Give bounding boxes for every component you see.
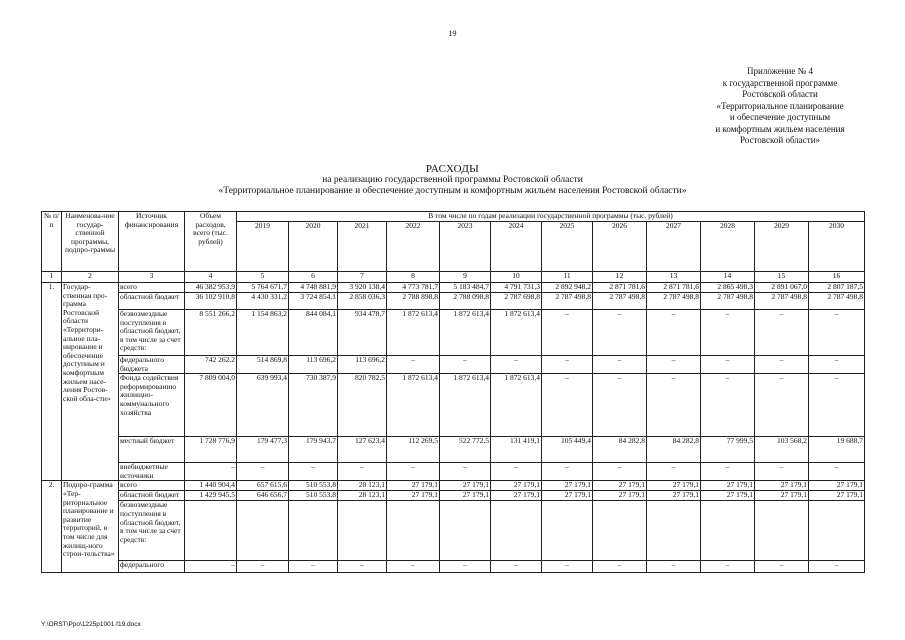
year-value: – [809,561,865,573]
total-volume: 36 102 910,8 [185,293,237,310]
year-value: 27 179,1 [809,481,865,491]
funding-source: федерального бюджета [119,356,185,374]
total-volume: – [185,463,237,481]
column-number: 11 [542,272,593,283]
year-value: – [593,561,647,573]
year-value: 27 179,1 [809,491,865,501]
year-value: 27 179,1 [701,491,755,501]
year-value: 2 787 498,8 [755,293,809,310]
year-value: 2 788 098,8 [440,293,491,310]
year-value: 112 269,5 [387,437,440,463]
year-value: – [387,561,440,573]
column-number: 3 [119,272,185,283]
year-header: 2029 [755,222,809,272]
header-volume: Объем расходов, всего (тыс. рублей) [185,212,237,272]
year-value [647,501,701,561]
year-value: – [338,463,387,481]
year-value: 179 477,3 [237,437,289,463]
year-value: – [289,561,338,573]
year-value: – [755,356,809,374]
year-value: 19 688,7 [809,437,865,463]
year-value: 5 764 671,7 [237,283,289,293]
column-number: 13 [647,272,701,283]
funding-source: областной бюджет [119,491,185,501]
year-value: – [755,463,809,481]
year-value: 1 872 613,4 [440,374,491,437]
funding-source: внебюджетные источники [119,463,185,481]
year-value: 179 943,7 [289,437,338,463]
appendix-line: и обеспечение доступным [729,112,831,122]
year-value: – [593,310,647,356]
column-number: 1 [42,272,62,283]
table-row [42,310,865,356]
expenses-table [41,211,865,573]
year-value: 27 179,1 [542,481,593,491]
year-value: 2 787 498,8 [809,293,865,310]
year-value: – [387,356,440,374]
total-volume: 1 429 945,5 [185,491,237,501]
year-value: 1 872 613,4 [387,374,440,437]
year-value: 2 787 698,8 [491,293,542,310]
appendix-line: Ростовской области» [739,135,821,145]
table-row [42,481,865,491]
year-value: 27 179,1 [593,481,647,491]
year-value: 84 282,8 [647,437,701,463]
funding-source: местный бюджет [119,437,185,463]
column-number: 10 [491,272,542,283]
year-value: – [289,463,338,481]
year-value: 27 179,1 [440,481,491,491]
year-value: – [647,356,701,374]
header-source: Источник финансирования [119,212,185,272]
year-value: – [809,374,865,437]
year-value: 2 807 187,5 [809,283,865,293]
year-value: 2 871 781,6 [593,283,647,293]
table-row [42,463,865,481]
year-value [542,501,593,561]
year-value [809,501,865,561]
year-value: 27 179,1 [440,491,491,501]
year-value [755,501,809,561]
column-number: 2 [62,272,119,283]
funding-source: областной бюджет [119,293,185,310]
header-name: Наименова-ние государ-ственной программы, подпро-граммы [62,212,119,272]
year-value: 27 179,1 [387,481,440,491]
year-value: – [542,356,593,374]
table-row [42,437,865,463]
year-value: – [647,374,701,437]
year-value: 1 872 613,4 [491,374,542,437]
year-value: 27 179,1 [491,491,542,501]
year-value: – [542,374,593,437]
year-value: – [593,356,647,374]
year-value: 27 179,1 [491,481,542,491]
year-value [289,501,338,561]
year-value: – [593,463,647,481]
year-value: – [809,356,865,374]
year-value: 844 084,1 [289,310,338,356]
year-value: – [647,463,701,481]
year-header: 2019 [237,222,289,272]
title-line: на реализацию государственной программы Ростовской области [322,175,583,185]
year-value: 113 696,2 [338,356,387,374]
year-value: – [809,310,865,356]
year-value: 131 419,1 [491,437,542,463]
column-number: 12 [593,272,647,283]
file-path-footer: Y:\ORST\Ppo\1225p1001.f19.docx [41,621,141,628]
year-value: 934 478,7 [338,310,387,356]
year-value: 657 615,6 [237,481,289,491]
year-header: 2027 [647,222,701,272]
year-header: 2020 [289,222,338,272]
year-value: 3 920 138,4 [338,283,387,293]
page-number: 19 [448,29,457,38]
column-number: 4 [185,272,237,283]
title-line: «Территориальное планирование и обеспечение доступным и комфортным жильем населения Ростовской области» [218,186,687,196]
year-header: 2024 [491,222,542,272]
funding-source: всего [119,283,185,293]
total-volume: 1 728 776,9 [185,437,237,463]
column-number: 9 [440,272,491,283]
year-value: – [491,463,542,481]
year-value: 27 179,1 [593,491,647,501]
year-value [593,501,647,561]
year-value: – [338,561,387,573]
year-value: 27 179,1 [387,491,440,501]
document-title [0,164,905,197]
year-value [701,501,755,561]
year-value: 27 179,1 [647,491,701,501]
appendix-line: к государственной программе [722,77,838,88]
year-value: – [755,310,809,356]
year-value: 639 993,4 [237,374,289,437]
year-value: 1 154 863,2 [237,310,289,356]
total-volume: – [185,561,237,573]
appendix-block [660,66,900,147]
table-row [42,491,865,501]
year-value: – [542,463,593,481]
header-years-group: В том числе по годам реализации государственной программы (тыс. рублей) [237,212,865,222]
year-value: – [701,374,755,437]
year-header: 2030 [809,222,865,272]
year-value: 522 772,5 [440,437,491,463]
year-value: – [593,374,647,437]
year-value: 2 787 498,8 [647,293,701,310]
year-value: 27 179,1 [701,481,755,491]
table-row [42,283,865,293]
column-number: 15 [755,272,809,283]
year-value: – [542,310,593,356]
year-value: 4 748 881,9 [289,283,338,293]
appendix-line: и комфортным жильем населения [715,123,845,134]
year-value: – [701,310,755,356]
table-row [42,374,865,437]
funding-source: Фонда содействия реформированию жилищно-коммунального хозяйства [119,374,185,437]
year-value: 113 696,2 [289,356,338,374]
year-value: 5 183 484,7 [440,283,491,293]
year-value: – [237,463,289,481]
funding-source: федерального [119,561,185,573]
year-value: – [701,561,755,573]
column-number: 14 [701,272,755,283]
year-value: 820 782,5 [338,374,387,437]
year-value: – [491,561,542,573]
year-value: 3 724 854,1 [289,293,338,310]
year-value: – [809,463,865,481]
year-value: – [701,356,755,374]
year-value: 27 179,1 [647,481,701,491]
column-number: 7 [338,272,387,283]
year-value: 2 788 898,8 [387,293,440,310]
year-value: 103 568,2 [755,437,809,463]
total-volume: 7 809 004,0 [185,374,237,437]
year-value: – [701,463,755,481]
year-header: 2025 [542,222,593,272]
year-value: 2 871 781,6 [647,283,701,293]
year-value: 27 179,1 [755,481,809,491]
year-value: 2 892 948,2 [542,283,593,293]
year-value [491,501,542,561]
year-header: 2021 [338,222,387,272]
year-value: 105 449,4 [542,437,593,463]
year-value: 2 787 498,8 [542,293,593,310]
year-header: 2028 [701,222,755,272]
funding-source: безвозмездные поступления в областной бюджет, в том числе за счет средств: [119,501,185,561]
total-volume: 742 262,2 [185,356,237,374]
program-name: Подпро-грамма «Тер-риториальное планирование и развитие территорий, в том числе для жилищ-ного строи-тельства» [62,481,119,573]
title-main: РАСХОДЫ [425,163,480,175]
year-value: 4 791 731,3 [491,283,542,293]
year-value: 27 179,1 [542,491,593,501]
year-value: – [755,374,809,437]
table-row [42,561,865,573]
year-value: 127 623,4 [338,437,387,463]
year-value: – [440,356,491,374]
program-name: Государ-ственная про-грамма Ростовской области «Территори-альное пла-нирование и обеспечение доступным и комфортным жильем насе-ления Ростов-ской обла-сти» [62,283,119,481]
year-value: – [237,561,289,573]
year-value: 510 553,8 [289,491,338,501]
year-value [440,501,491,561]
program-number: 1. [42,283,62,481]
program-number: 2. [42,481,62,573]
year-value: 1 872 613,4 [491,310,542,356]
year-value: 2 787 498,8 [701,293,755,310]
year-value: – [647,310,701,356]
year-value: 2 891 067,0 [755,283,809,293]
total-volume: 8 551 266,2 [185,310,237,356]
year-value: 514 869,8 [237,356,289,374]
year-value: – [542,561,593,573]
year-value: 28 123,1 [338,491,387,501]
year-value: 4 430 331,2 [237,293,289,310]
appendix-line: Ростовской области [742,89,818,99]
total-volume [185,501,237,561]
year-value: 77 999,5 [701,437,755,463]
year-value: 27 179,1 [755,491,809,501]
year-header: 2022 [387,222,440,272]
column-number: 8 [387,272,440,283]
appendix-line: «Территориальное планирование [716,100,844,111]
year-value [338,501,387,561]
year-value [387,501,440,561]
table-row [42,356,865,374]
column-number: 16 [809,272,865,283]
year-value: – [387,463,440,481]
year-value: 730 387,9 [289,374,338,437]
table-row [42,293,865,310]
year-value: 510 553,8 [289,481,338,491]
year-value [237,501,289,561]
header-num: № п/п [42,212,62,272]
year-value: – [755,561,809,573]
table-row [42,501,865,561]
total-volume: 46 382 953,9 [185,283,237,293]
year-value: 2 858 036,3 [338,293,387,310]
year-value: – [491,356,542,374]
year-value: 2 865 498,3 [701,283,755,293]
appendix-line: Приложение № 4 [747,66,813,76]
year-value: 28 123,1 [338,481,387,491]
year-value: 84 282,8 [593,437,647,463]
year-value: 2 787 498,8 [593,293,647,310]
funding-source: всего [119,481,185,491]
year-value: – [440,463,491,481]
year-value: – [647,561,701,573]
year-value: 4 773 781,7 [387,283,440,293]
funding-source: безвозмездные поступления в областной бюджет, в том числе за счет средств: [119,310,185,356]
column-number: 6 [289,272,338,283]
year-value: 646 656,7 [237,491,289,501]
column-number: 5 [237,272,289,283]
year-header: 2023 [440,222,491,272]
total-volume: 1 440 904,4 [185,481,237,491]
year-value: – [440,561,491,573]
year-value: 1 872 613,4 [387,310,440,356]
year-value: 1 872 613,4 [440,310,491,356]
year-header: 2026 [593,222,647,272]
